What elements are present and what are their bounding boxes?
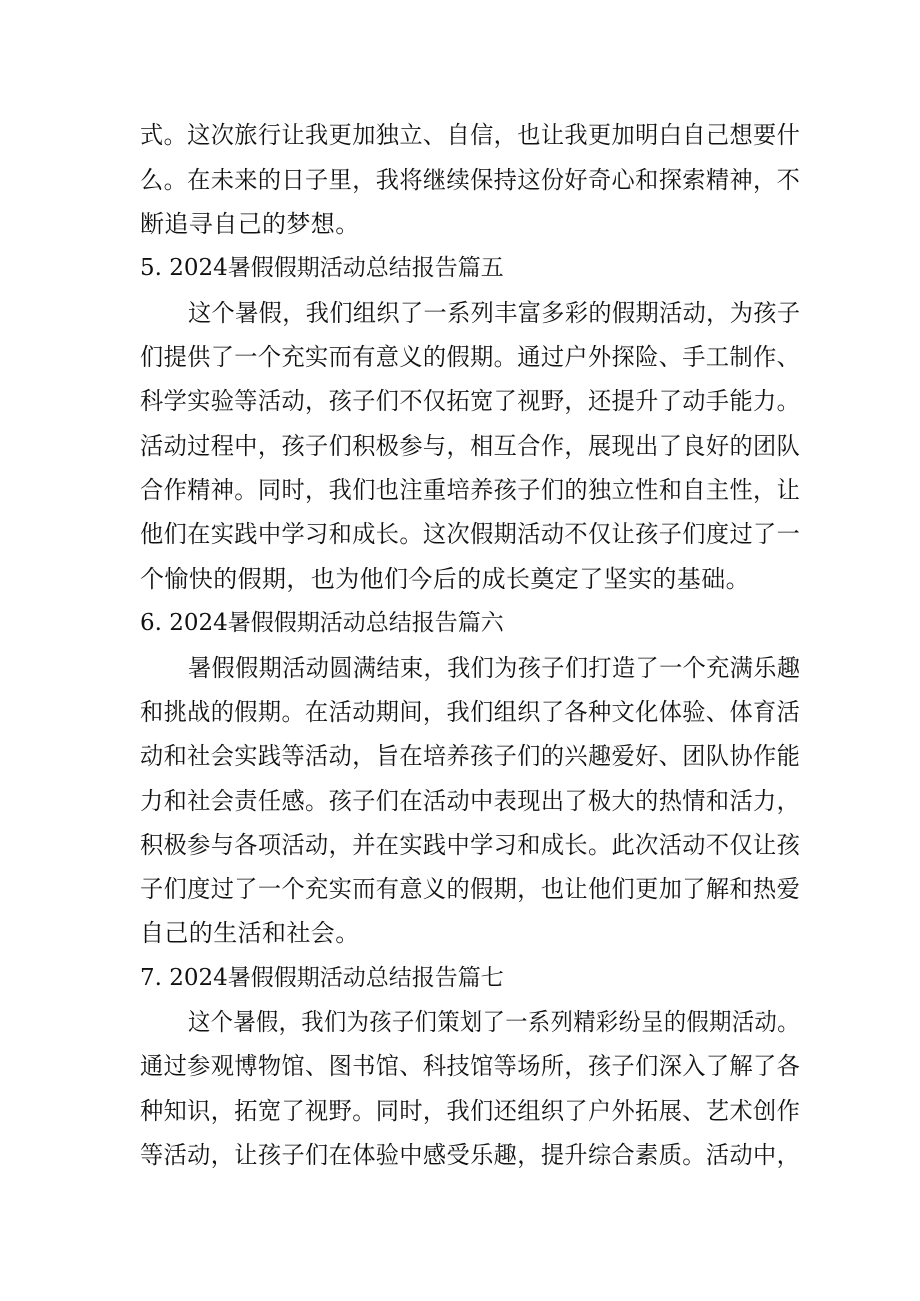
paragraph-line: 这个暑假，我们为孩子们策划了一系列精彩纷呈的假期活动。	[188, 1008, 800, 1036]
paragraph-line: 合作精神。同时，我们也注重培养孩子们的独立性和自主性，让	[140, 476, 801, 504]
paragraph-line: 子们度过了一个充实而有意义的假期，也让他们更加了解和热爱	[140, 875, 801, 903]
paragraph-line: 这个暑假，我们组织了一系列丰富多彩的假期活动，为孩子	[188, 299, 801, 327]
paragraph-line: 和挑战的假期。在活动期间，我们组织了各种文化体验、体育活	[140, 698, 801, 726]
paragraph-line: 式。这次旅行让我更加独立、自信，也让我更加明白自己想要什	[140, 121, 801, 149]
paragraph-line: 断追寻自己的梦想。	[140, 210, 360, 238]
paragraph-line: 等活动，让孩子们在体验中感受乐趣，提升综合素质。活动中，	[140, 1141, 801, 1169]
paragraph-line: 力和社会责任感。孩子们在活动中表现出了极大的热情和活力，	[140, 787, 801, 815]
paragraph-line: 么。在未来的日子里，我将继续保持这份好奇心和探索精神，不	[140, 166, 801, 194]
paragraph-line: 他们在实践中学习和成长。这次假期活动不仅让孩子们度过了一	[140, 520, 801, 548]
paragraph-line: 通过参观博物馆、图书馆、科技馆等场所，孩子们深入了解了各	[140, 1052, 801, 1080]
paragraph-line: 个愉快的假期，也为他们今后的成长奠定了坚实的基础。	[140, 565, 750, 593]
paragraph-line: 积极参与各项活动，并在实践中学习和成长。此次活动不仅让孩	[140, 831, 801, 859]
paragraph-line: 种知识，拓宽了视野。同时，我们还组织了户外拓展、艺术创作	[140, 1097, 801, 1125]
section-heading: 5. 2024暑假假期活动总结报告篇五	[140, 255, 504, 281]
section-heading: 6. 2024暑假假期活动总结报告篇六	[140, 610, 504, 636]
paragraph-line: 们提供了一个充实而有意义的假期。通过户外探险、手工制作、	[140, 343, 801, 371]
paragraph-line: 活动过程中，孩子们积极参与，相互合作，展现出了良好的团队	[140, 432, 801, 460]
paragraph-line: 科学实验等活动，孩子们不仅拓宽了视野，还提升了动手能力。	[140, 387, 801, 415]
paragraph-line: 动和社会实践等活动，旨在培养孩子们的兴趣爱好、团队协作能	[140, 742, 801, 770]
paragraph-line: 自己的生活和社会。	[140, 919, 360, 947]
section-heading: 7. 2024暑假假期活动总结报告篇七	[140, 965, 504, 991]
paragraph-line: 暑假假期活动圆满结束，我们为孩子们打造了一个充满乐趣	[188, 654, 801, 682]
